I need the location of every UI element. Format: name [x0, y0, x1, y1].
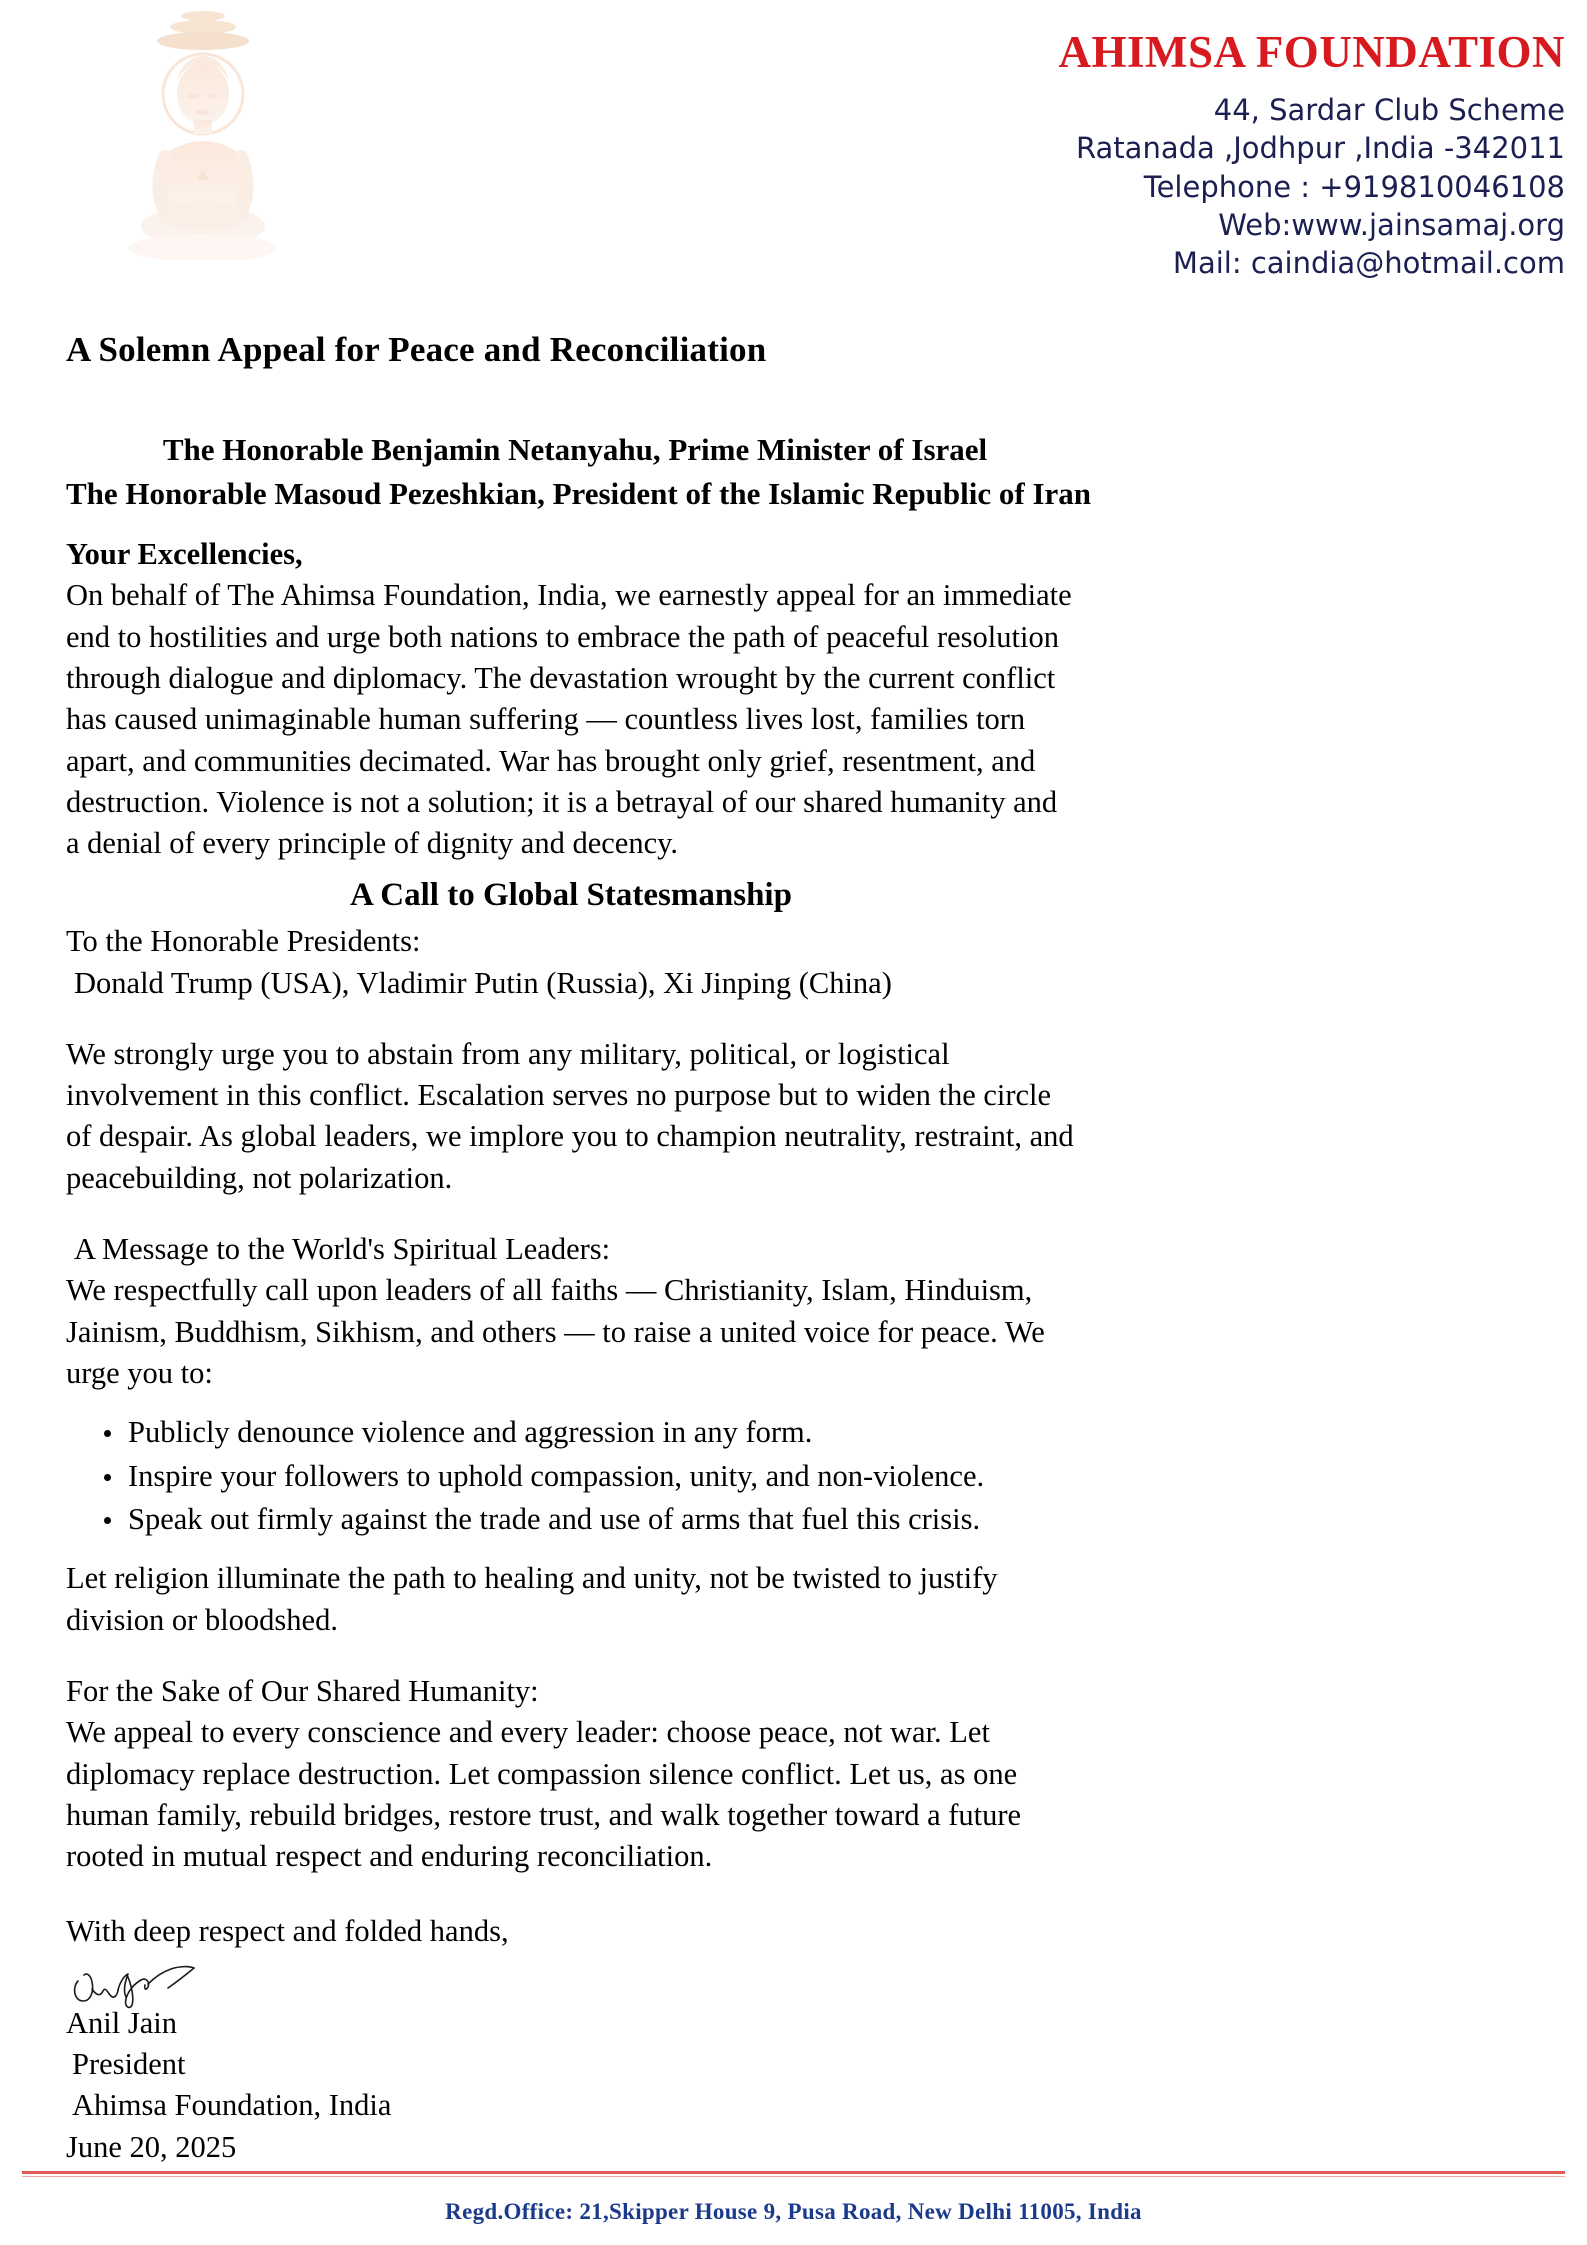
appeal-list [66, 1412, 1076, 1540]
addressee-israel: The Honorable Benjamin Netanyahu, Prime Minister of Israel [162, 432, 988, 467]
address-line-mail: Mail: caindia@hotmail.com [1172, 246, 1565, 281]
signer-title: President [72, 2047, 186, 2082]
religion-line: Let religion illuminate the path to healing and unity, not be twisted to justify division or bloodshed. [66, 1561, 998, 1637]
page-footer [0, 2171, 1587, 2245]
addressee-iran: The Honorable Masoud Pezeshkian, President of the Islamic Republic of Iran [66, 476, 1092, 512]
spacer [66, 1877, 1076, 1907]
registered-office-text: Regd.Office: 21,Skipper House 9, Pusa Road, New Delhi 11005, India [445, 2199, 1142, 2224]
presidents-names: Donald Trump (USA), Vladimir Putin (Russia), Xi Jinping (China) [74, 965, 892, 1000]
spacer [66, 1199, 1076, 1229]
letterhead [0, 0, 1587, 330]
statesmanship-heading: A Call to Global Statesmanship [350, 876, 792, 913]
salutation: Your Excellencies, [66, 537, 303, 572]
spacer [66, 1641, 1076, 1671]
spacer [66, 1004, 1076, 1034]
organization-name: AHIMSA FOUNDATION [1058, 27, 1565, 77]
closing-line: With deep respect and folded hands, [66, 1914, 509, 1949]
address-line-web: Web:www.jainsamaj.org [1218, 207, 1565, 242]
humanity-heading: For the Sake of Our Shared Humanity: [66, 1673, 539, 1708]
handwritten-signature-icon [70, 1957, 220, 2009]
address-line-telephone: Telephone : +919810046108 [1143, 169, 1565, 204]
address-line-city: Ratanada ,Jodhpur ,India -342011 [1076, 131, 1565, 166]
signer-organization: Ahimsa Foundation, India [72, 2088, 392, 2123]
page-title: A Solemn Appeal for Peace and Reconciliation [66, 330, 767, 369]
letter-body [66, 400, 1092, 2168]
list-item: Inspire your followers to uphold compassion, unity, and non-violence. [100, 1456, 1076, 1497]
addressee-list [66, 428, 1092, 516]
presidents-label: To the Honorable Presidents: [66, 924, 421, 959]
spiritual-paragraph: We respectfully call upon leaders of all faiths — Christianity, Islam, Hinduism, Jainism, Buddhism, Sikhism, and others — to raise a united voice for peace. We urge you to: [66, 1273, 1045, 1391]
signer-name: Anil Jain [66, 2005, 177, 2040]
letter-date: June 20, 2025 [66, 2129, 237, 2164]
signature-block [66, 1911, 1076, 2168]
footer-divider [22, 2171, 1565, 2174]
list-item: Publicly denounce violence and aggression in any form. [100, 1412, 1076, 1453]
statesmanship-paragraph: We strongly urge you to abstain from any military, political, or logistical involvement in this conflict. Escalation serves no purpose but to widen the circle of despair. As global leaders, we implore you to champion neutrality, restraint, and peacebuilding, not polarization. [66, 1036, 1074, 1195]
jain-tirthankara-logo-icon [108, 2, 298, 260]
humanity-paragraph: We appeal to every conscience and every leader: choose peace, not war. Let diplomacy replace destruction. Let compassion silence conflict. Let us, as one human family, rebuild bridges, restore trust, and walk together toward a future rooted in mutual respect and enduring reconciliation. [66, 1715, 1022, 1874]
opening-paragraph: On behalf of The Ahimsa Foundation, India, we earnestly appeal for an immediate end to hostilities and urge both nations to embrace the path of peaceful resolution through dialogue and diplomacy. The devastation wrought by the current conflict has caused unimaginable human suffering — countless lives lost, families torn apart, and communities decimated. War has brought only grief, resentment, and destruction. Violence is not a solution; it is a betrayal of our shared humanity and a denial of every principle of dignity and decency. [66, 578, 1072, 861]
address-line-street: 44, Sardar Club Scheme [1213, 93, 1565, 127]
spiritual-heading: A Message to the World's Spiritual Leaders: [74, 1232, 611, 1267]
list-item: Speak out firmly against the trade and use of arms that fuel this crisis. [100, 1499, 1076, 1540]
organization-block [1058, 27, 1565, 282]
